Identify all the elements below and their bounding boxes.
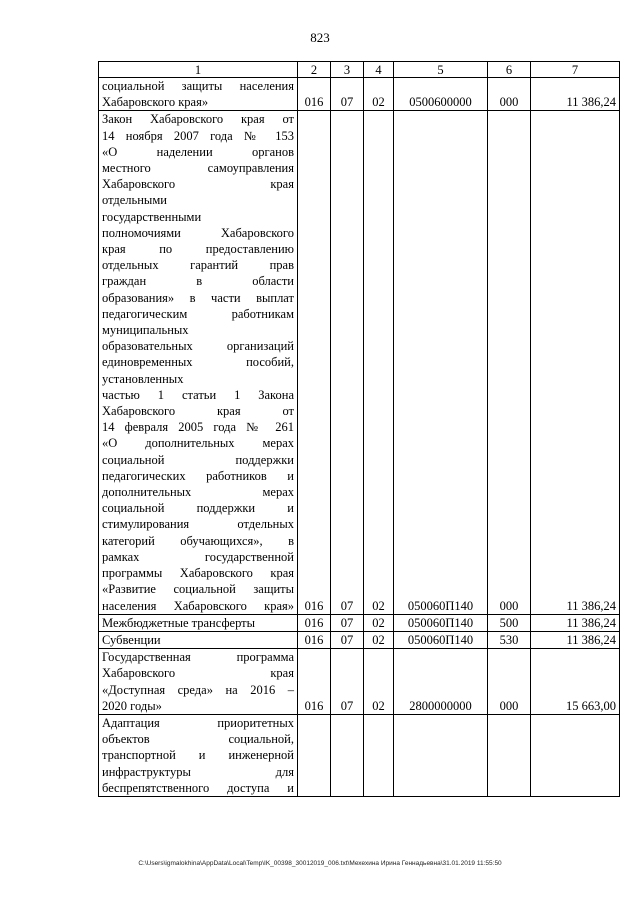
cell-amount: 15 663,00 [531,649,620,715]
cell-expense-type: 000 [488,78,531,111]
description-line: 14 ноября 2007 года № 153 [102,128,294,143]
description-line: 2020 годы» [102,698,162,713]
description-line: «Доступная среда» на 2016 – [102,682,294,697]
table-row [99,631,620,648]
description-line: полномочиями Хабаровского [102,225,294,240]
table-header-row [99,62,620,78]
cell-expense-type: 530 [488,631,531,648]
cell-amount [531,714,620,796]
description-line: категорий обучающихся», в [102,533,294,548]
description-line: социальной поддержки и [102,501,294,516]
cell-expense-type [488,714,531,796]
column-header: 4 [364,62,394,78]
page-number: 823 [310,30,330,45]
description-line: педагогическим работникам [102,306,294,321]
description-line: Государственная программа [102,650,294,665]
row-description [99,614,298,631]
description-line: инфраструктуры для [102,764,294,779]
description-line: беспрепятственного доступа и [102,780,294,795]
row-description [99,78,298,111]
cell-section: 07 [331,649,364,715]
cell-amount: 11 386,24 [531,111,620,614]
cell-target-article: 050060П140 [394,614,488,631]
cell-subsection: 02 [364,111,394,614]
row-description [99,111,298,614]
column-header: 1 [99,62,298,78]
table-row [99,714,620,796]
description-line: «Развитие социальной защиты [102,582,294,597]
description-line: 14 февраля 2005 года № 261 [102,420,294,435]
cell-target-article: 050060П140 [394,111,488,614]
cell-code-ministry: 016 [298,649,331,715]
description-line: отдельными [102,193,167,208]
description-line: программы Хабаровского края [102,566,294,581]
cell-expense-type: 000 [488,111,531,614]
cell-target-article [394,714,488,796]
table-row [99,614,620,631]
description-line: местного самоуправления [102,161,294,176]
description-line: социальной защиты населения [102,79,294,93]
cell-section: 07 [331,631,364,648]
cell-amount: 11 386,24 [531,614,620,631]
row-description [99,631,298,648]
description-line: Хабаровского края [102,666,294,681]
cell-code-ministry [298,714,331,796]
cell-section [331,714,364,796]
cell-code-ministry: 016 [298,111,331,614]
cell-section: 07 [331,614,364,631]
description-line: Хабаровского края» [102,95,209,110]
table-row [99,649,620,715]
cell-expense-type: 500 [488,614,531,631]
description-line: муниципальных [102,323,189,338]
description-line: граждан в области [102,274,294,289]
description-line: Межбюджетные трансферты [102,615,256,630]
description-line: отдельных гарантий прав [102,258,294,273]
cell-target-article: 2800000000 [394,649,488,715]
description-line: частью 1 статьи 1 Закона [102,387,294,402]
description-line: дополнительных мерах [102,485,294,500]
cell-section: 07 [331,78,364,111]
cell-code-ministry: 016 [298,78,331,111]
table-row [99,111,620,614]
table-row [99,78,620,111]
description-line: установленных [102,371,184,386]
cell-subsection [364,714,394,796]
description-line: социальной поддержки [102,452,294,467]
cell-subsection: 02 [364,649,394,715]
description-line: населения Хабаровского края» [102,598,294,613]
cell-subsection: 02 [364,614,394,631]
description-line: образовательных организаций [102,339,294,354]
column-header: 2 [298,62,331,78]
cell-section: 07 [331,111,364,614]
column-header: 3 [331,62,364,78]
description-line: Закон Хабаровского края от [102,112,294,127]
description-line: «О дополнительных мерах [102,436,294,451]
description-line: стимулирования отдельных [102,517,294,532]
description-line: «О наделении органов [102,144,294,159]
cell-code-ministry: 016 [298,614,331,631]
description-line: объектов социальной, [102,732,294,747]
cell-code-ministry: 016 [298,631,331,648]
cell-subsection: 02 [364,631,394,648]
description-line: Субвенции [102,632,161,647]
description-line: края по предоставлению [102,242,294,257]
column-header: 5 [394,62,488,78]
description-line: Адаптация приоритетных [102,715,294,730]
description-line: Хабаровского края от [102,404,294,419]
cell-amount: 11 386,24 [531,78,620,111]
row-description [99,649,298,715]
file-path-footer: C:\Users\igmalokhina\AppData\Local\Temp\IK_00398_30012019_006.txt\Мехехина Ирина Геннадьевна\31.01.2019 11:55:50 [138,860,502,867]
cell-expense-type: 000 [488,649,531,715]
description-line: рамках государственной [102,549,294,564]
description-line: единовременных пособий, [102,355,294,370]
description-line: государственными [102,209,202,224]
cell-subsection: 02 [364,78,394,111]
column-header: 6 [488,62,531,78]
cell-target-article: 050060П140 [394,631,488,648]
budget-table [98,61,620,797]
description-line: образования» в части выплат [102,290,294,305]
row-description [99,714,298,796]
cell-amount: 11 386,24 [531,631,620,648]
description-line: педагогических работников и [102,468,294,483]
description-line: Хабаровского края [102,177,294,192]
cell-target-article: 0500600000 [394,78,488,111]
column-header: 7 [531,62,620,78]
description-line: транспортной и инженерной [102,748,294,763]
